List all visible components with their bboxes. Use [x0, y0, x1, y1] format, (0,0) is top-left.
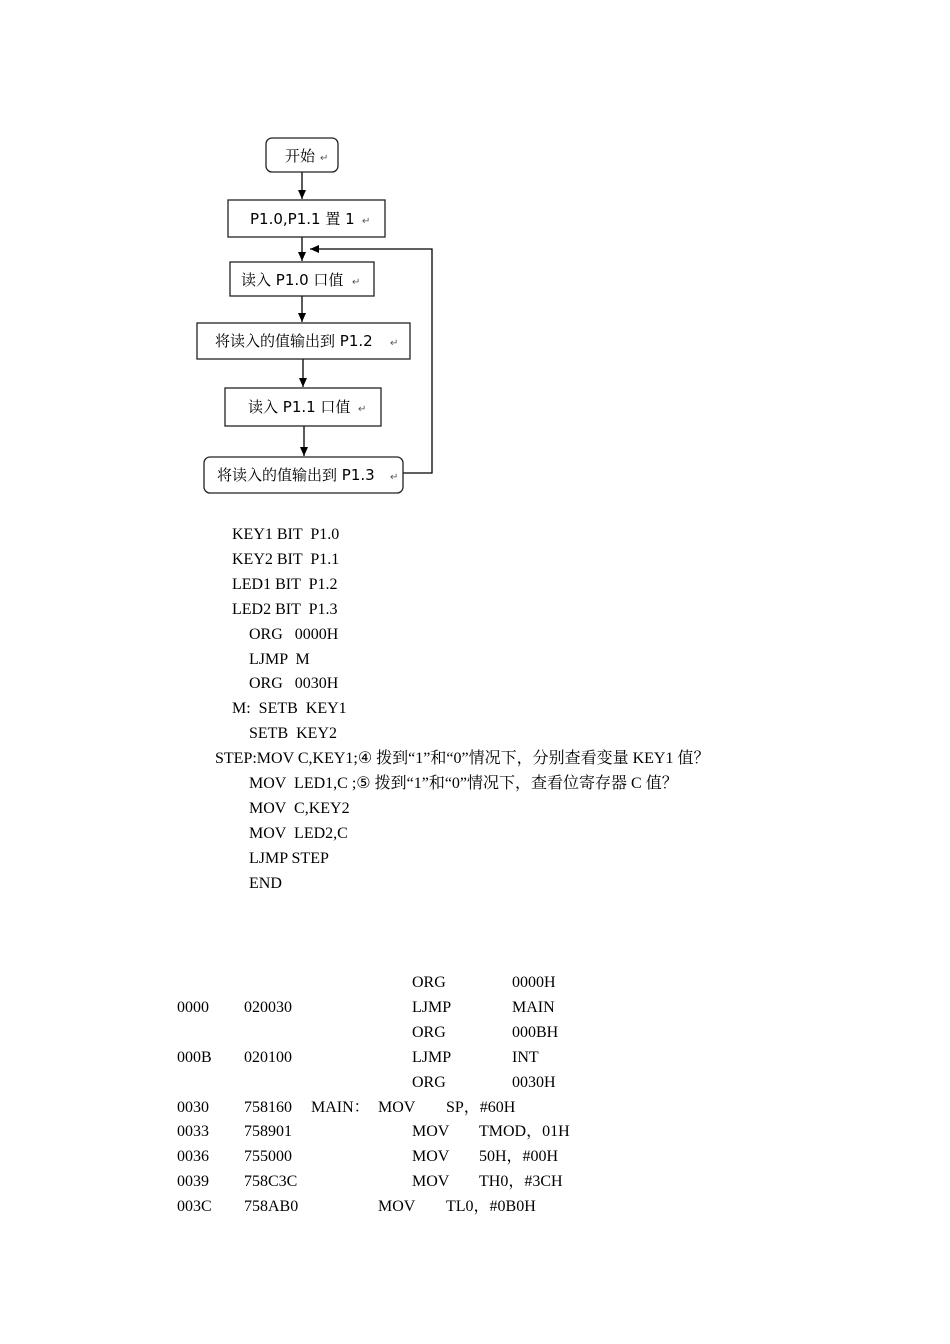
listing-code: 020100: [244, 1048, 292, 1066]
flow-node-label: 将读入的值输出到 P1.2: [215, 332, 373, 350]
flow-node-label: 将读入的值输出到 P1.3: [217, 466, 375, 484]
listing-addr: 0000: [177, 998, 209, 1016]
return-mark-icon: ↵: [320, 153, 329, 164]
flowchart: [0, 0, 950, 520]
listing-addr: 0039: [177, 1173, 209, 1191]
listing-code: 758160: [244, 1098, 292, 1116]
listing-addr: 003C: [177, 1198, 212, 1216]
listing-code: 758901: [244, 1123, 292, 1141]
listing-op: ORG: [412, 974, 446, 991]
code-line: LJMP M: [249, 650, 310, 668]
listing-op: MOV: [412, 1123, 450, 1141]
listing-operand: MAIN: [512, 998, 555, 1016]
flow-node-label: P1.0,P1.1 置 1: [250, 210, 355, 228]
return-mark-icon: ↵: [352, 277, 361, 288]
code-line: ORG 0000H: [249, 625, 339, 643]
listing-op: ORG: [412, 1023, 446, 1041]
listing-label: MAIN：: [311, 1098, 370, 1116]
flow-node-output-p13: [204, 457, 403, 493]
code-line: KEY1 BIT P1.0: [232, 526, 340, 543]
code-line: SETB KEY2: [249, 725, 337, 743]
listing-operand: INT: [512, 1048, 539, 1066]
flow-node-output-p12: [197, 323, 410, 359]
listing-operand: SP，#60H: [446, 1098, 516, 1116]
code-line: KEY2 BIT P1.1: [232, 550, 340, 568]
code-line: LED1 BIT P1.2: [232, 575, 338, 593]
code-line: END: [249, 874, 282, 892]
listing-code: 755000: [244, 1148, 292, 1166]
listing-code: 020030: [244, 998, 292, 1016]
listing-op: ORG: [412, 1073, 446, 1091]
flow-node-start: [266, 138, 338, 172]
listing-addr: 000B: [177, 1048, 212, 1066]
code-line: LED2 BIT P1.3: [232, 600, 338, 618]
listing-operand: 000BH: [512, 1023, 559, 1041]
flow-node-label: 读入 P1.1 口值: [248, 398, 351, 416]
code-line: MOV LED1,C ;⑤ 拨到“1”和“0”情况下，查看位寄存器 C 值？: [249, 775, 678, 792]
listing-operand: TH0，#3CH: [479, 1173, 563, 1191]
listing-operand: 0000H: [512, 974, 556, 991]
listing-operand: 50H，#00H: [479, 1148, 559, 1166]
flow-node-label: 读入 P1.0 口值: [241, 271, 344, 289]
code-line: MOV C,KEY2: [249, 799, 350, 817]
listing-operand: TL0，#0B0H: [446, 1198, 536, 1216]
return-mark-icon: ↵: [390, 472, 399, 483]
listing-op: MOV: [412, 1148, 450, 1166]
listing-operand: 0030H: [512, 1073, 556, 1091]
code-line: M: SETB KEY1: [232, 700, 347, 718]
flow-node-label: 开始: [285, 147, 316, 165]
code-line: STEP:MOV C,KEY1;④ 拨到“1”和“0”情况下，分别查看变量 KEY1 值？: [215, 750, 710, 768]
listing-op: MOV: [412, 1173, 450, 1191]
listing-operand: TMOD，01H: [479, 1123, 570, 1141]
return-mark-icon: ↵: [390, 338, 399, 349]
flow-node-read-p11: [225, 388, 381, 426]
listing-addr: 0030: [177, 1098, 209, 1116]
listing-code: 758C3C: [244, 1173, 298, 1191]
flow-node-set: [228, 200, 385, 237]
listing-op: MOV: [378, 1098, 416, 1116]
code-line: LJMP STEP: [249, 849, 329, 867]
listing-code: 758AB0: [244, 1198, 299, 1216]
return-mark-icon: ↵: [362, 216, 371, 227]
listing-addr: 0036: [177, 1148, 209, 1166]
code-line: ORG 0030H: [249, 675, 339, 693]
listing-op: LJMP: [412, 1048, 452, 1066]
listing-op: LJMP: [412, 998, 452, 1016]
flow-node-read-p10: [230, 262, 374, 296]
listing-addr: 0033: [177, 1123, 209, 1141]
listing-op: MOV: [378, 1198, 416, 1216]
return-mark-icon: ↵: [358, 404, 367, 415]
code-line: MOV LED2,C: [249, 824, 348, 842]
